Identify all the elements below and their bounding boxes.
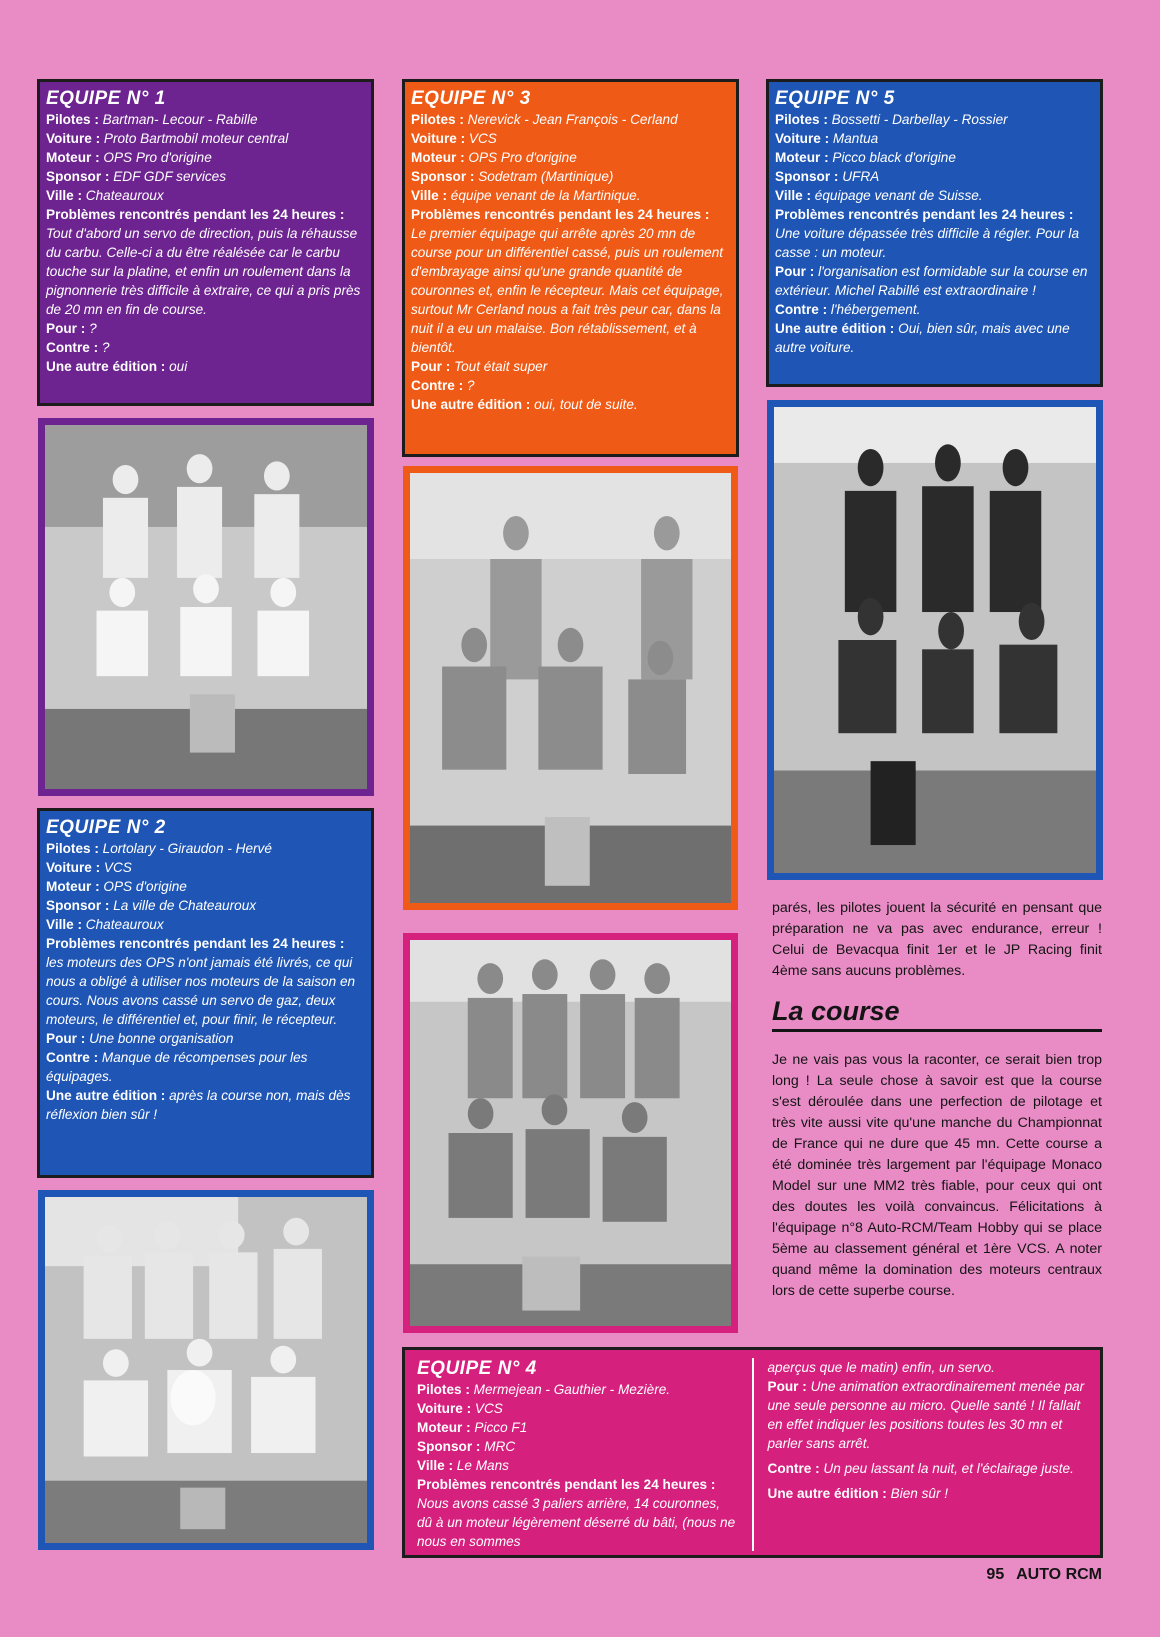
- team-1-autre: oui: [169, 359, 188, 374]
- team-4-photo: [403, 933, 738, 1333]
- team-4-contre: Un peu lassant la nuit, et l'éclairage juste.: [823, 1461, 1074, 1476]
- article-continued-text: parés, les pilotes jouent la sécurité en pensant que préparation ne va pas avec endurance, erreur ! Celui de Bevacqua finit 1er et le JP Racing finit 4ème sans aucuns problèmes.: [772, 900, 1102, 979]
- team-4-pour: Une animation extraordinairement menée par une seule personne au micro. Quelle santé ! Il fallait en effet indiquer les positions toutes les 30 mn et parler sans arrêt.: [767, 1379, 1085, 1451]
- team-5-problemes: Une voiture dépassée très difficile à régler. Pour la casse : un moteur.: [775, 226, 1080, 260]
- team-4-moteur: Picco F1: [474, 1420, 528, 1435]
- team-4-voiture: VCS: [474, 1401, 503, 1416]
- team-5-box: EQUIPE N° 5 Pilotes : Bossetti - Darbellay - Rossier Voiture : Mantua Moteur : Picco black d'origine Sponsor : UFRA Ville : équipage venant de Suisse. Problèmes rencontrés pendant les 24 heures : Une voiture dépassée très difficile à régler. Pour la casse : un moteur. Pour : l'organisation est formidable sur la course en extérieur. Michel Rabillé est extraordinaire ! Contre : l'hébergement. Une autre édition : Oui, bien sûr, mais avec une autre voiture.: [766, 79, 1103, 387]
- team-3-pour: Tout était super: [454, 359, 548, 374]
- team-2-photo: [38, 1190, 374, 1550]
- team-5-sponsor: UFRA: [842, 169, 880, 184]
- section-heading-la-course: La course: [772, 996, 1102, 1032]
- team-4-pilotes: Mermejean - Gauthier - Mezière.: [473, 1382, 671, 1397]
- page-footer: [986, 1566, 1102, 1584]
- team-5-title: EQUIPE N° 5: [775, 88, 895, 109]
- team-3-photo: [403, 466, 738, 910]
- team-4-ville: Le Mans: [456, 1458, 509, 1473]
- team-3-voiture: VCS: [468, 131, 497, 146]
- team-1-moteur: OPS Pro d'origine: [103, 150, 212, 165]
- team-1-voiture: Proto Bartmobil moteur central: [103, 131, 289, 146]
- team-2-box: EQUIPE N° 2 Pilotes : Lortolary - Giraudon - Hervé Voiture : VCS Moteur : OPS d'origine Sponsor : La ville de Chateauroux Ville : Chateauroux Problèmes rencontrés pendant les 24 heures : les moteurs des OPS n'ont jamais été livrés, ce qui nous a obligé à utiliser nos moteurs de la saison en cours. Nous avons cassé un servo de gaz, deux moteurs, le différentiel et, pour finir, le récepteur. Pour : Une bonne organisation Contre : Manque de récompenses pour les équipages. Une autre édition : après la course non, mais dès réflexion bien sûr !: [37, 808, 374, 1178]
- team-5-pour: l'organisation est formidable sur la course en extérieur. Michel Rabillé est extraordinaire !: [775, 264, 1088, 298]
- magazine-name: AUTO RCM: [1016, 1566, 1102, 1583]
- page-number: 95: [986, 1566, 1005, 1583]
- article-body: Je ne vais pas vous la raconter, ce serait bien trop long ! La seule chose à savoir est que la course s'est déroulée dans une perfection de pilotage et très vite aussi vite qu'une manche du Championnat de France qui ne dure que 45 mn. Cette course a été dominée très largement par l'équipage Monaco Model sur une MM2 très fiable, pour ceux qui ont des doutes les voilà convaincus. Félicitations à l'équipage n°8 Auto-RCM/Team Hobby qui se place 5ème au classement général et 1ère VCS. A noter quand même la domination des moteurs centraux lors de cette superbe course.: [772, 1052, 1102, 1299]
- team-5-autre: Oui, bien sûr, mais avec une autre voiture.: [775, 321, 1070, 355]
- team-1-problemes: Tout d'abord un servo de direction, puis la réhausse du carbu. Celle-ci a du être réalésée car le carbu touche sur la platine, et enfin un roulement dans la pignonnerie très difficile à extraire, ce qui a pris près de 20 mn en fin de course.: [46, 226, 361, 317]
- team-2-voiture: VCS: [103, 860, 132, 875]
- team-3-box: EQUIPE N° 3 Pilotes : Nerevick - Jean François - Cerland Voiture : VCS Moteur : OPS Pro d'origine Sponsor : Sodetram (Martinique) Ville : équipe venant de la Martinique. Problèmes rencontrés pendant les 24 heures : Le premier équipage qui arrête après 20 mn de course pour un différentiel cassé, puis un roulement d'embrayage ainsi qu'une grande quantité de couronnes et, enfin le récepteur. Mais cet équipage, surtout Mr Cerland nous a fait très peur car, dans la nuit il a eu un malaise. Bon rétablissement, et à bientôt. Pour : Tout était super Contre : ? Une autre édition : oui, tout de suite.: [402, 79, 739, 457]
- team-4-autre: Bien sûr !: [890, 1486, 949, 1501]
- team-1-box: EQUIPE N° 1 Pilotes : Bartman- Lecour - Rabille Voiture : Proto Bartmobil moteur central Moteur : OPS Pro d'origine Sponsor : EDF GDF services Ville : Chateauroux Problèmes rencontrés pendant les 24 heures : Tout d'abord un servo de direction, puis la réhausse du carbu. Celle-ci a du être réalésée car le carbu touche sur la platine, et enfin un roulement dans la pignonnerie très difficile à extraire, ce qui a pris près de 20 mn en fin de course. Pour : ? Contre : ? Une autre édition : oui: [37, 79, 374, 406]
- team-1-ville: Chateauroux: [85, 188, 164, 203]
- team-1-pour: ?: [89, 321, 97, 336]
- column-divider: [752, 1358, 754, 1551]
- team-3-sponsor: Sodetram (Martinique): [478, 169, 614, 184]
- team-2-title: EQUIPE N° 2: [46, 817, 166, 838]
- team-4-title: EQUIPE N° 4: [417, 1358, 537, 1379]
- team-1-contre: ?: [101, 340, 110, 355]
- team-5-moteur: Picco black d'origine: [832, 150, 956, 165]
- team-4-sponsor: MRC: [484, 1439, 516, 1454]
- team-3-problemes: Le premier équipage qui arrête après 20 mn de course pour un différentiel cassé, puis un roulement d'embrayage ainsi qu'une grande quantité de couronnes et, enfin le récepteur. Mais cet équipage, surtout Mr Cerland nous a fait très peur car, dans la nuit il a eu un malaise. Bon rétablissement, et à bientôt.: [411, 226, 724, 355]
- team-3-ville: équipe venant de la Martinique.: [450, 188, 641, 203]
- team-3-pilotes: Nerevick - Jean François - Cerland: [467, 112, 678, 127]
- team-5-voiture: Mantua: [832, 131, 879, 146]
- team-3-moteur: OPS Pro d'origine: [468, 150, 577, 165]
- team-3-autre: oui, tout de suite.: [534, 397, 638, 412]
- team-3-title: EQUIPE N° 3: [411, 88, 531, 109]
- team-5-photo: [767, 400, 1103, 880]
- team-4-problemes-part2: aperçus que le matin) enfin, un servo.: [767, 1360, 995, 1375]
- team-2-contre: Manque de récompenses pour les équipages.: [46, 1050, 308, 1084]
- team-1-photo: [38, 418, 374, 796]
- team-1-pilotes: Bartman- Lecour - Rabille: [102, 112, 258, 127]
- team-3-contre: ?: [466, 378, 475, 393]
- team-2-sponsor: La ville de Chateauroux: [113, 898, 257, 913]
- team-4-box: EQUIPE N° 4 Pilotes : Mermejean - Gauthier - Mezière. Voiture : VCS Moteur : Picco F1 Sponsor : MRC Ville : Le Mans Problèmes rencontrés pendant les 24 heures : Nous avons cassé 3 paliers arrière, 14 couronnes, dû à un moteur légèrement déserré du bâti, (nous ne nous en sommes aperçus que le matin) enfin, un servo. Pour : Une animation extraordinairement menée par une seule personne au micro. Quelle santé ! Il fallait en effet indiquer les positions toutes les 30 mn et parler sans arrêt. Contre : Un peu lassant la nuit, et l'éclairage juste. Une autre édition : Bien sûr !: [402, 1347, 1103, 1558]
- team-5-ville: équipage venant de Suisse.: [814, 188, 983, 203]
- team-2-autre: après la course non, mais dès réflexion bien sûr !: [46, 1088, 351, 1122]
- team-1-title: EQUIPE N° 1: [46, 88, 166, 109]
- team-2-pour: Une bonne organisation: [89, 1031, 234, 1046]
- team-2-moteur: OPS d'origine: [103, 879, 187, 894]
- team-2-problemes: les moteurs des OPS n'ont jamais été livrés, ce qui nous a obligé à utiliser nos moteurs de la saison en cours. Nous avons cassé un servo de gaz, deux moteurs, le différentiel et, pour finir, le récepteur.: [46, 955, 356, 1027]
- team-5-pilotes: Bossetti - Darbellay - Rossier: [831, 112, 1008, 127]
- team-2-pilotes: Lortolary - Giraudon - Hervé: [102, 841, 272, 856]
- team-2-ville: Chateauroux: [85, 917, 164, 932]
- team-5-contre: l'hébergement.: [830, 302, 921, 317]
- team-1-sponsor: EDF GDF services: [113, 169, 227, 184]
- team-4-problemes-part1: Nous avons cassé 3 paliers arrière, 14 couronnes, dû à un moteur légèrement déserré du bâti, (nous ne nous en sommes: [417, 1496, 736, 1549]
